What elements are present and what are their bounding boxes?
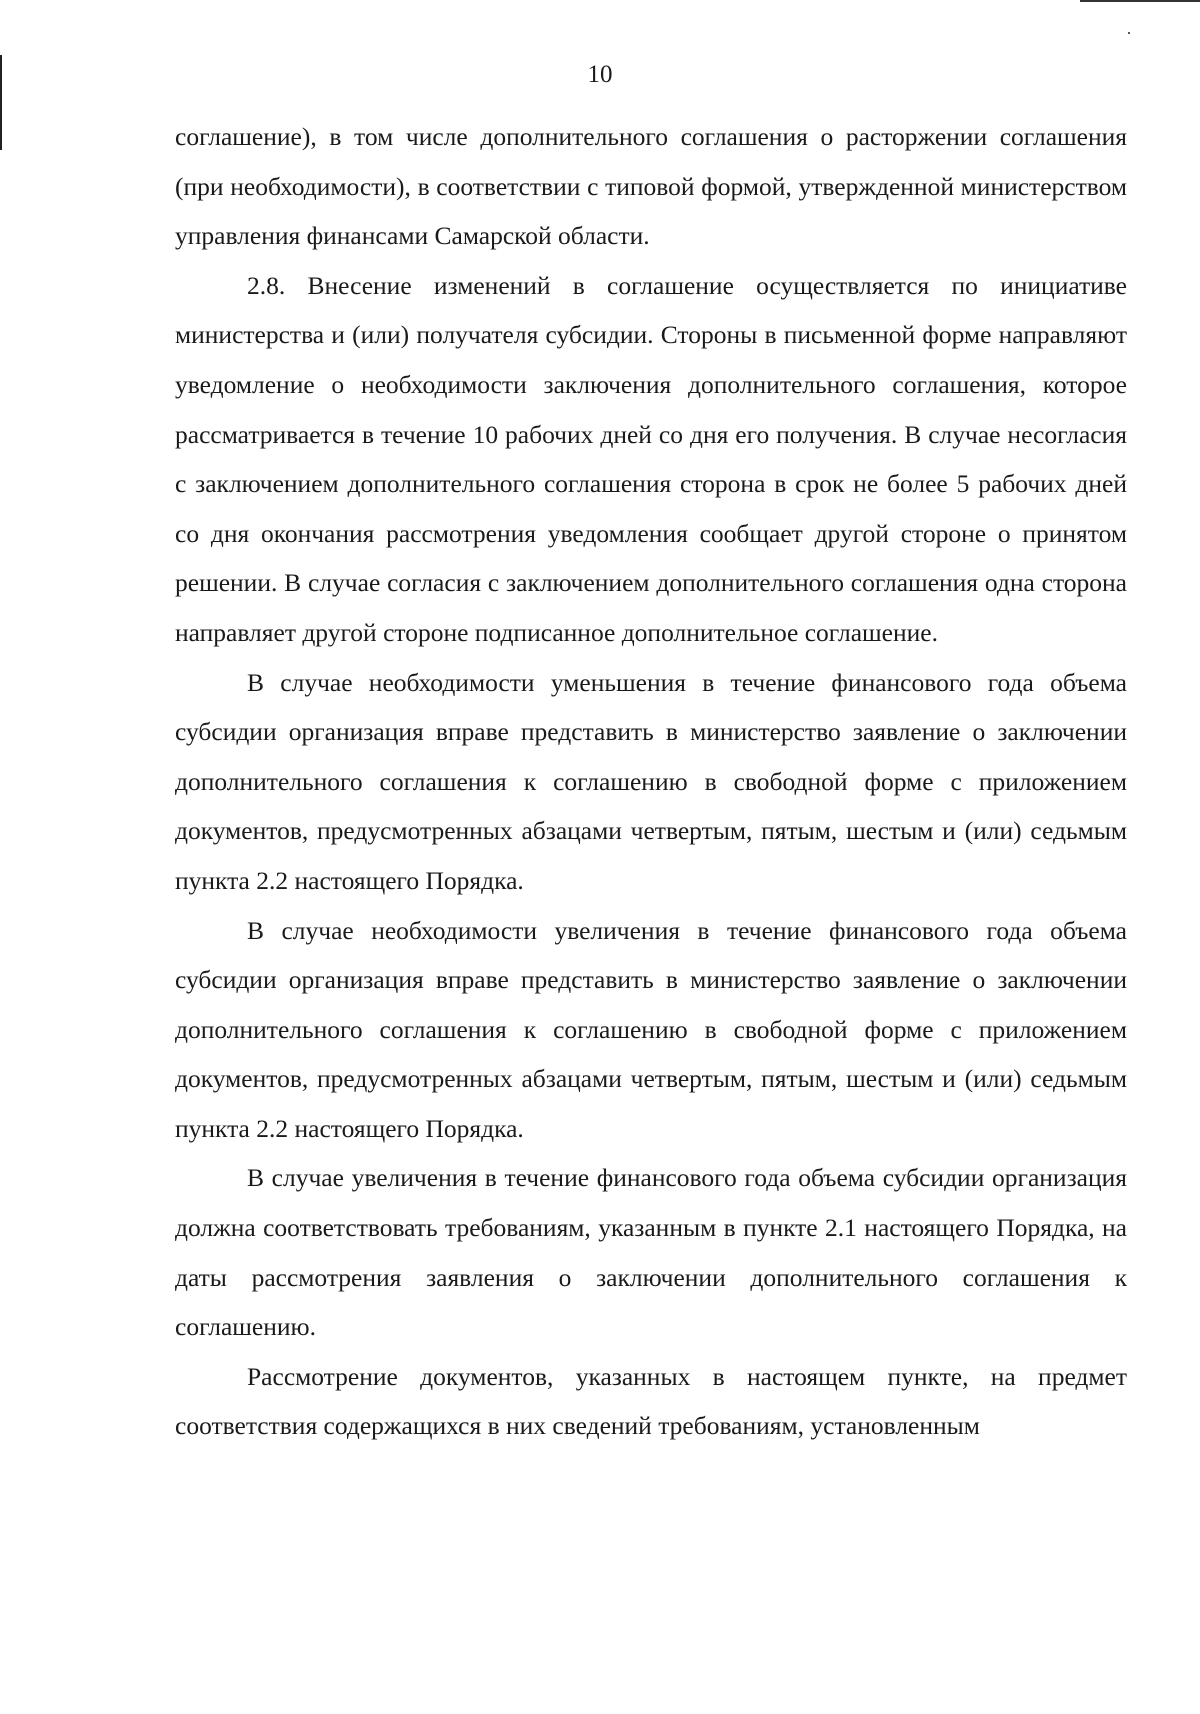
paragraph-increase: В случае необходимости увеличения в течение финансового года объема субсидии организация вправе представить в министерство заявление о заключении дополнительного соглашения к соглашению в свободной форме с приложением документов, предусмотренных абзацами четвертым, пятым, шестым и (или) седьмым пункта 2.2 настоящего Порядка. <box>175 915 1127 1143</box>
scan-edge-mark-top <box>1080 0 1200 2</box>
paragraph-2-8: 2.8. Внесение изменений в соглашение осуществляется по инициативе министерства и (или) получателя субсидии. Стороны в письменной форме направляют уведомление о необходимости заключения дополнительного соглашения, которое рассматривается в течение 10 рабочих дней со дня его получения. В случае несогласия с заключением дополнительного соглашения сторона в срок не более 5 рабочих дней со дня окончания рассмотрения уведомления сообщает другой стороне о принятом решении. В случае согласия с заключением дополнительного соглашения одна сторона направляет другой стороне подписанное дополнительное соглашение. <box>175 270 1127 647</box>
scan-speck <box>1128 32 1130 34</box>
paragraph-increase-requirements: В случае увеличения в течение финансового года объема субсидии организация должна соответствовать требованиям, указанным в пункте 2.1 настоящего Порядка, на даты рассмотрения заявления о заключении дополнительного соглашения к соглашению. <box>175 1163 1127 1342</box>
paragraph-review: Рассмотрение документов, указанных в настоящем пункте, на предмет соответствия содержащихся в них сведений требованиям, установленным <box>175 1361 1127 1441</box>
document-body <box>175 112 1127 1451</box>
paragraph-continued: соглашение), в том числе дополнительного соглашения о расторжении соглашения (при необходимости), в соответствии с типовой формой, утвержденной министерством управления финансами Самарской области. <box>175 122 1127 251</box>
paragraph-decrease: В случае необходимости уменьшения в течение финансового года объема субсидии организация вправе представить в министерство заявление о заключении дополнительного соглашения к соглашению в свободной форме с приложением документов, предусмотренных абзацами четвертым, пятым, шестым и (или) седьмым пункта 2.2 настоящего Порядка. <box>175 667 1127 895</box>
page-number: 10 <box>587 61 613 88</box>
